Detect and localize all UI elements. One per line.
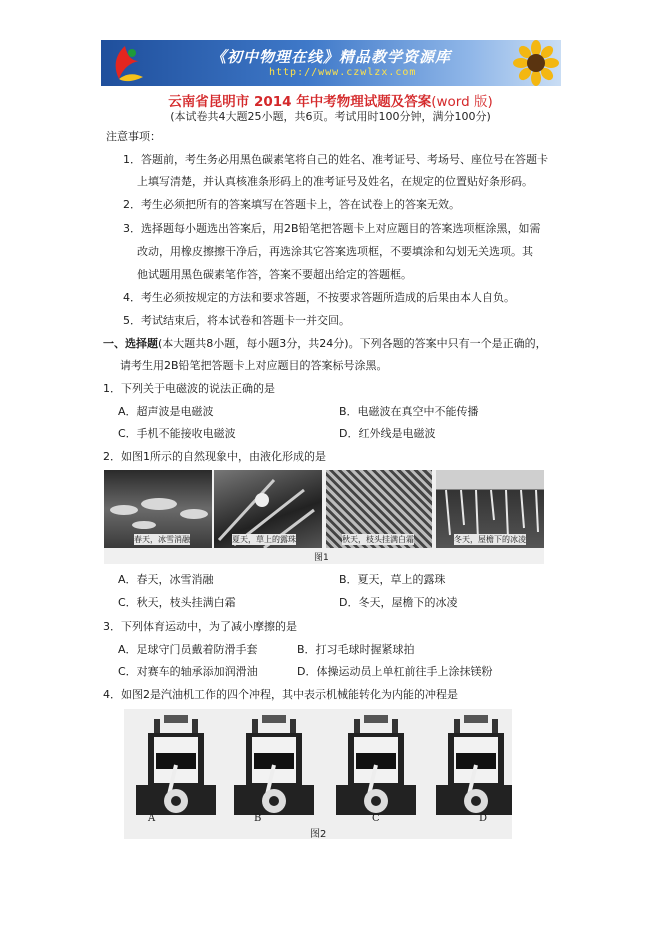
- figure-2-letter-d: D: [479, 813, 488, 824]
- question-1-option-d: D．红外线是电磁波: [339, 427, 436, 440]
- question-2-option-d: D．冬天，屋檐下的冰凌: [339, 596, 458, 609]
- title-suffix: (word 版): [431, 94, 493, 110]
- note-2: 2．考生必须把所有的答案填写在答题卡上，答在试卷上的答案无效。: [123, 198, 460, 211]
- question-4-stem: 4．如图2是汽油机工作的四个冲程，其中表示机械能转化为内能的冲程是: [103, 688, 458, 701]
- note-3-line-2: 改动，用橡皮擦擦干净后，再选涂其它答案选项框，不要填涂和勾划无关选项。其: [137, 245, 533, 258]
- section-1-desc-2: 请考生用2B铅笔把答题卡上对应题目的答案标号涂黑。: [120, 359, 388, 372]
- question-1-option-a: A．超声波是电磁波: [118, 405, 214, 418]
- figure-2-letter-c: C: [372, 813, 380, 824]
- section-1-prefix: 一、: [103, 337, 125, 350]
- note-3-line-1: 3．选择题每小题选出答案后，用2B铅笔把答题卡上对应题目的答案选项框涂黑，如需: [123, 222, 541, 235]
- figure-1-caption-winter: 冬天，屋檐下的冰凌: [454, 535, 526, 544]
- document-title: [0, 90, 661, 110]
- note-1-line-1: 1．答题前，考生务必用黑色碳素笔将自己的姓名、准考证号、考场号、座位号在答题卡: [123, 153, 548, 166]
- section-1-header: [103, 337, 547, 351]
- note-1-line-2: 上填写清楚，并认真核准条形码上的准考证号及姓名，在规定的位置贴好条形码。: [137, 175, 533, 188]
- figure-2-letter-b: B: [254, 813, 262, 824]
- engine-a: [136, 715, 216, 815]
- note-4: 4．考生必须按规定的方法和要求答题，不按要求答题所造成的后果由本人自负。: [123, 291, 515, 304]
- question-3-option-c: C．对赛车的轴承添加润滑油: [118, 665, 258, 678]
- question-2-option-a: A．春天，冰雪消融: [118, 573, 214, 586]
- figure-1: [104, 470, 544, 564]
- note-3-line-3: 他试题用黑色碳素笔作答，答案不要超出给定的答题框。: [137, 268, 412, 281]
- question-3-option-d: D．体操运动员上单杠前往手上涂抹镁粉: [297, 665, 493, 678]
- header-banner: [101, 40, 561, 86]
- sunflower-decoration-icon: [511, 40, 561, 86]
- question-3-option-a: A．足球守门员戴着防滑手套: [118, 643, 258, 656]
- document-subtitle: (本试卷共4大题25小题，共6页。考试用时100分钟，满分100分): [170, 110, 491, 123]
- title-main: 云南省昆明市 2014 年中考物理试题及答案: [168, 94, 432, 110]
- figure-1-caption-autumn: 秋天，枝头挂满白霜: [342, 535, 414, 544]
- notes-heading: 注意事项：: [106, 130, 161, 143]
- figure-2: [124, 709, 512, 839]
- section-1-desc: (本大题共8小题，每小题3分，共24分)。下列各题的答案中只有一个是正确的，: [158, 337, 547, 350]
- figure-2-label: 图2: [310, 829, 327, 840]
- engine-strokes-diagram: [124, 709, 512, 839]
- figure-2-letter-a: A: [148, 813, 156, 824]
- note-5: 5．考试结束后，将本试卷和答题卡一并交回。: [123, 314, 350, 327]
- question-2-stem: 2．如图1所示的自然现象中，由液化形成的是: [103, 450, 326, 463]
- question-1-stem: 1．下列关于电磁波的说法正确的是: [103, 382, 275, 395]
- figure-1-caption-spring: 春天，冰雪消融: [134, 535, 190, 544]
- figure-1-label: 图1: [314, 553, 329, 563]
- question-3-stem: 3．下列体育运动中，为了减小摩擦的是: [103, 620, 297, 633]
- engine-d: [436, 715, 512, 815]
- site-logo-icon: [105, 43, 145, 83]
- question-3-option-b: B．打习毛球时握紧球拍: [297, 643, 415, 656]
- question-2-option-b: B．夏天，草上的露珠: [339, 573, 446, 586]
- banner-url: http://www.czwlzx.com: [269, 67, 417, 78]
- question-2-option-c: C．秋天，枝头挂满白霜: [118, 596, 236, 609]
- banner-title: 《初中物理在线》精品教学资源库: [211, 48, 452, 66]
- engine-b: [234, 715, 314, 815]
- figure-1-caption-summer: 夏天，草上的露珠: [232, 535, 296, 544]
- section-1-label: 选择题: [125, 337, 158, 350]
- engine-c: [336, 715, 416, 815]
- question-1-option-c: C．手机不能接收电磁波: [118, 427, 236, 440]
- question-1-option-b: B．电磁波在真空中不能传播: [339, 405, 479, 418]
